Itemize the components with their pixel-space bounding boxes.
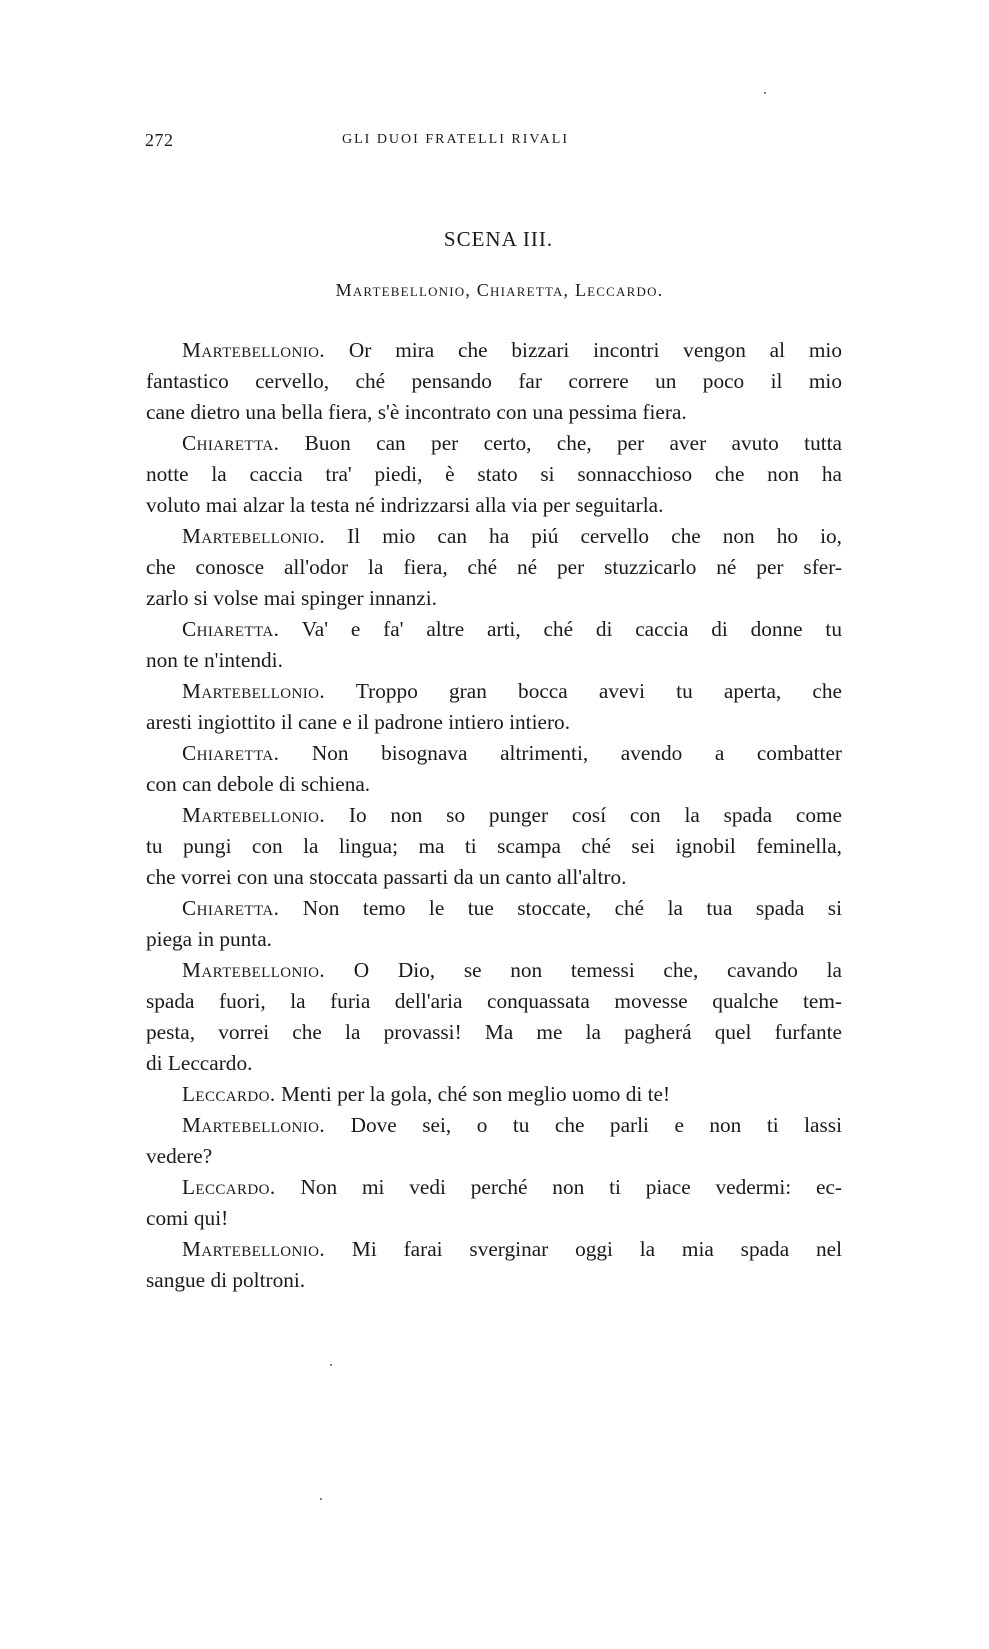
line-text: cane dietro una bella fiera, s'è incontrato con una pessima fiera. <box>146 400 687 424</box>
text-line <box>146 552 842 583</box>
text-line <box>146 862 842 893</box>
speaker-name: Martebellonio. <box>182 679 326 703</box>
line-text: Buon can per certo, che, per aver avuto tutta <box>304 431 843 455</box>
speaker-name: Martebellonio. <box>182 803 326 827</box>
text-line <box>146 1203 842 1234</box>
text-line <box>146 1234 842 1265</box>
line-text: pesta, vorrei che la provassi! Ma me la pagherá quel furfante <box>146 1020 842 1044</box>
text-line <box>146 614 842 645</box>
speaker-name: Chiaretta. <box>182 617 280 641</box>
line-text: Dove sei, o tu che parli e non ti lassi <box>350 1113 843 1137</box>
text-line <box>146 1141 842 1172</box>
text-line <box>146 986 842 1017</box>
text-line <box>146 955 842 986</box>
speech-paragraph <box>146 1079 842 1110</box>
line-text: Non temo le tue stoccate, ché la tua spada si <box>302 896 842 920</box>
speaker-name: Martebellonio. <box>182 524 326 548</box>
line-text: Va' e fa' altre arti, ché di caccia di donne tu <box>301 617 842 641</box>
text-line <box>146 924 842 955</box>
line-text: Il mio can ha piú cervello che non ho io, <box>347 524 842 548</box>
text-line <box>146 707 842 738</box>
line-text: Mi farai sverginar oggi la mia spada nel <box>351 1237 842 1261</box>
text-line <box>146 1172 842 1203</box>
speaker-name: Leccardo. <box>182 1175 276 1199</box>
text-line <box>146 335 842 366</box>
line-text: non te n'intendi. <box>146 648 283 672</box>
speech-paragraph <box>146 1172 842 1234</box>
speech-paragraph <box>146 521 842 614</box>
text-line <box>146 645 842 676</box>
line-text: comi qui! <box>146 1206 229 1230</box>
line-text: Or mira che bizzari incontri vengon al mio <box>348 338 842 362</box>
text-line <box>146 583 842 614</box>
text-line <box>146 428 842 459</box>
speaker-name: Martebellonio. <box>182 338 326 362</box>
speech-paragraph <box>146 955 842 1079</box>
line-text: Non mi vedi perché non ti piace vedermi: ec- <box>300 1175 842 1199</box>
text-line <box>146 1048 842 1079</box>
speech-paragraph <box>146 335 842 428</box>
speaker-name: Chiaretta. <box>182 896 280 920</box>
text-line <box>146 893 842 924</box>
line-text: sangue di poltroni. <box>146 1268 306 1292</box>
speaker-name: Martebellonio. <box>182 1237 326 1261</box>
speech-paragraph <box>146 893 842 955</box>
speck <box>330 1364 332 1366</box>
line-text: di Leccardo. <box>146 1051 253 1075</box>
speaker-name: Chiaretta. <box>182 741 280 765</box>
speaker-name: Martebellonio. <box>182 1113 326 1137</box>
line-text: zarlo si volse mai spinger innanzi. <box>146 586 437 610</box>
text-line <box>146 1079 842 1110</box>
speech-paragraph <box>146 428 842 521</box>
line-text: notte la caccia tra' piedi, è stato si sonnacchioso che non ha <box>146 462 842 486</box>
text-line <box>146 676 842 707</box>
text-line <box>146 521 842 552</box>
line-text: Io non so punger cosí con la spada come <box>348 803 843 827</box>
text-line <box>146 831 842 862</box>
speaker-name: Martebellonio. <box>182 958 326 982</box>
text-line <box>146 800 842 831</box>
text-line <box>146 1265 842 1296</box>
speech-paragraph <box>146 614 842 676</box>
text-line <box>146 366 842 397</box>
text-line <box>146 490 842 521</box>
line-text: aresti ingiottito il cane e il padrone intiero intiero. <box>146 710 571 734</box>
line-text: piega in punta. <box>146 927 272 951</box>
text-line <box>146 397 842 428</box>
text-line <box>146 1017 842 1048</box>
speck <box>320 1498 322 1500</box>
line-text: Menti per la gola, ché son meglio uomo di te! <box>280 1082 671 1106</box>
speech-paragraph <box>146 1110 842 1172</box>
speech-paragraph <box>146 800 842 893</box>
speech-paragraph <box>146 1234 842 1296</box>
running-head <box>145 130 845 154</box>
line-text: Non bisognava altrimenti, avendo a combatter <box>311 741 842 765</box>
line-text: fantastico cervello, ché pensando far correre un poco il mio <box>146 369 842 393</box>
page-number: 272 <box>145 130 174 150</box>
speech-paragraph <box>146 676 842 738</box>
line-text: vedere? <box>146 1144 213 1168</box>
line-text: spada fuori, la furia dell'aria conquassata movesse qualche tem- <box>146 989 842 1013</box>
text-line <box>146 1110 842 1141</box>
speaker-name: Chiaretta. <box>182 431 280 455</box>
line-text: che vorrei con una stoccata passarti da un canto all'altro. <box>146 865 627 889</box>
scene-characters: Martebellonio, Chiaretta, Leccardo. <box>335 280 664 300</box>
line-text: che conosce all'odor la fiera, ché né per stuzzicarlo né per sfer- <box>146 555 842 579</box>
text-line <box>146 769 842 800</box>
line-text: Troppo gran bocca avevi tu aperta, che <box>355 679 842 703</box>
line-text: O Dio, se non temessi che, cavando la <box>353 958 842 982</box>
text-line <box>146 459 842 490</box>
scene-title: SCENA III. <box>443 227 554 251</box>
text-line <box>146 738 842 769</box>
speech-paragraph <box>146 738 842 800</box>
line-text: voluto mai alzar la testa né indrizzarsi alla via per seguitarla. <box>146 493 664 517</box>
dialogue-body <box>146 335 842 1296</box>
line-text: tu pungi con la lingua; ma ti scampa ché sei ignobil feminella, <box>146 834 842 858</box>
speck <box>764 92 766 94</box>
line-text: con can debole di schiena. <box>146 772 371 796</box>
speaker-name: Leccardo. <box>182 1082 276 1106</box>
running-title: GLI DUOI FRATELLI RIVALI <box>342 132 569 147</box>
